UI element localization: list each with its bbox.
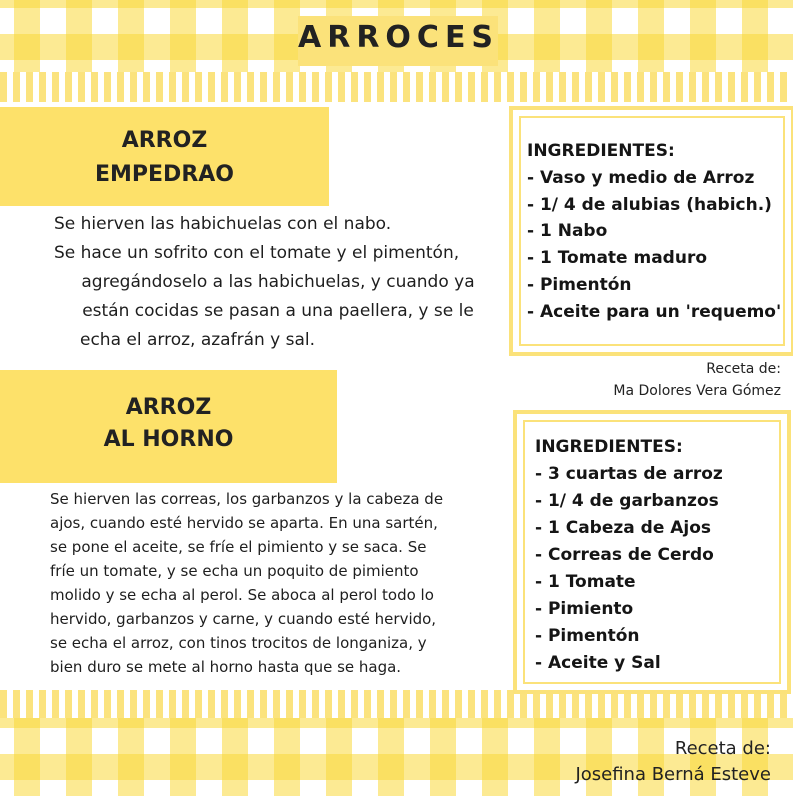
recipe1-ingredient: - Aceite para un 'requemo' [527,301,782,322]
recipe1-ingredient: - Vaso y medio de Arroz [527,167,755,188]
recipe1-name-line1: ARROZ [121,128,208,153]
recipe1-name-banner [0,107,329,206]
recipe2-name-line2: AL HORNO [103,427,234,452]
recipe1-text-line: echa el arroz, azafrán y sal. [80,330,316,350]
recipe2-ingredient: - Aceite y Sal [535,653,661,673]
recipe2-name-banner [0,370,337,483]
recipe2-instructions [50,487,443,679]
recipe1-text-line: Se hierven las habichuelas con el nabo. [54,214,392,234]
recipe1-text-line: agregándoselo a las habichuelas, y cuando ya [81,272,475,292]
recipe2-ingredient: - Correas de Cerdo [535,545,714,565]
recipe2-ingredients-list [535,434,723,677]
header-fringe [0,72,793,102]
recipe1-credit [613,358,781,402]
recipe2-text-line: molido y se echa al perol. Se aboca al perol todo lo [50,586,434,604]
recipe2-ingredient: - 1 Tomate [535,572,636,592]
recipe2-credit-author: Josefina Berná Esteve [575,764,771,785]
recipe1-ingredient: - 1 Nabo [527,221,608,242]
recipe1-text-line: están cocidas se pasan a una paellera, y se le [82,301,474,321]
recipe1-credit-label: Receta de: [706,361,781,377]
recipe2-ingredient: - Pimentón [535,626,640,646]
recipe1-ingredient: - 1 Tomate maduro [527,248,708,269]
page-title: ARROCES [298,20,500,55]
recipe1-ingredients-title: INGREDIENTES: [527,141,675,161]
recipe2-text-line: Se hierven las correas, los garbanzos y la cabeza de [50,490,444,508]
recipe2-ingredient: - 1 Cabeza de Ajos [535,518,712,538]
recipe1-name-line2: EMPEDRAO [94,162,234,187]
recipe2-name-line1: ARROZ [125,395,212,420]
recipe2-ingredient: - 1/ 4 de garbanzos [535,491,719,511]
recipe1-text-line: Se hace un sofrito con el tomate y el pimentón, [54,243,460,263]
footer-fringe [0,690,793,718]
recipe2-ingredients-title: INGREDIENTES: [535,437,683,457]
recipe2-text-line: se pone el aceite, se fríe el pimiento y se saca. Se [50,538,427,556]
recipe1-ingredients-list [527,138,781,326]
recipe2-credit-label: Receta de: [674,738,771,759]
recipe2-credit [575,736,771,788]
recipe2-text-line: se echa el arroz, con tinos trocitos de longaniza, y [50,634,427,652]
recipe2-ingredient: - 3 cuartas de arroz [535,464,723,484]
recipe2-text-line: hervido, garbanzos y carne, y cuando esté hervido, [50,610,437,628]
recipe1-ingredient: - Pimentón [527,274,632,295]
recipe2-text-line: bien duro se mete al horno hasta que se haga. [50,658,402,676]
recipe2-text-line: fríe un tomate, y se echa un poquito de pimiento [50,562,419,580]
recipe1-instructions [54,210,502,355]
recipe1-credit-author: Ma Dolores Vera Gómez [613,383,781,399]
recipe2-text-line: ajos, cuando esté hervido se aparta. En una sartén, [50,514,438,532]
recipe1-ingredient: - 1/ 4 de alubias (habich.) [527,194,772,215]
recipe2-ingredient: - Pimiento [535,599,634,619]
